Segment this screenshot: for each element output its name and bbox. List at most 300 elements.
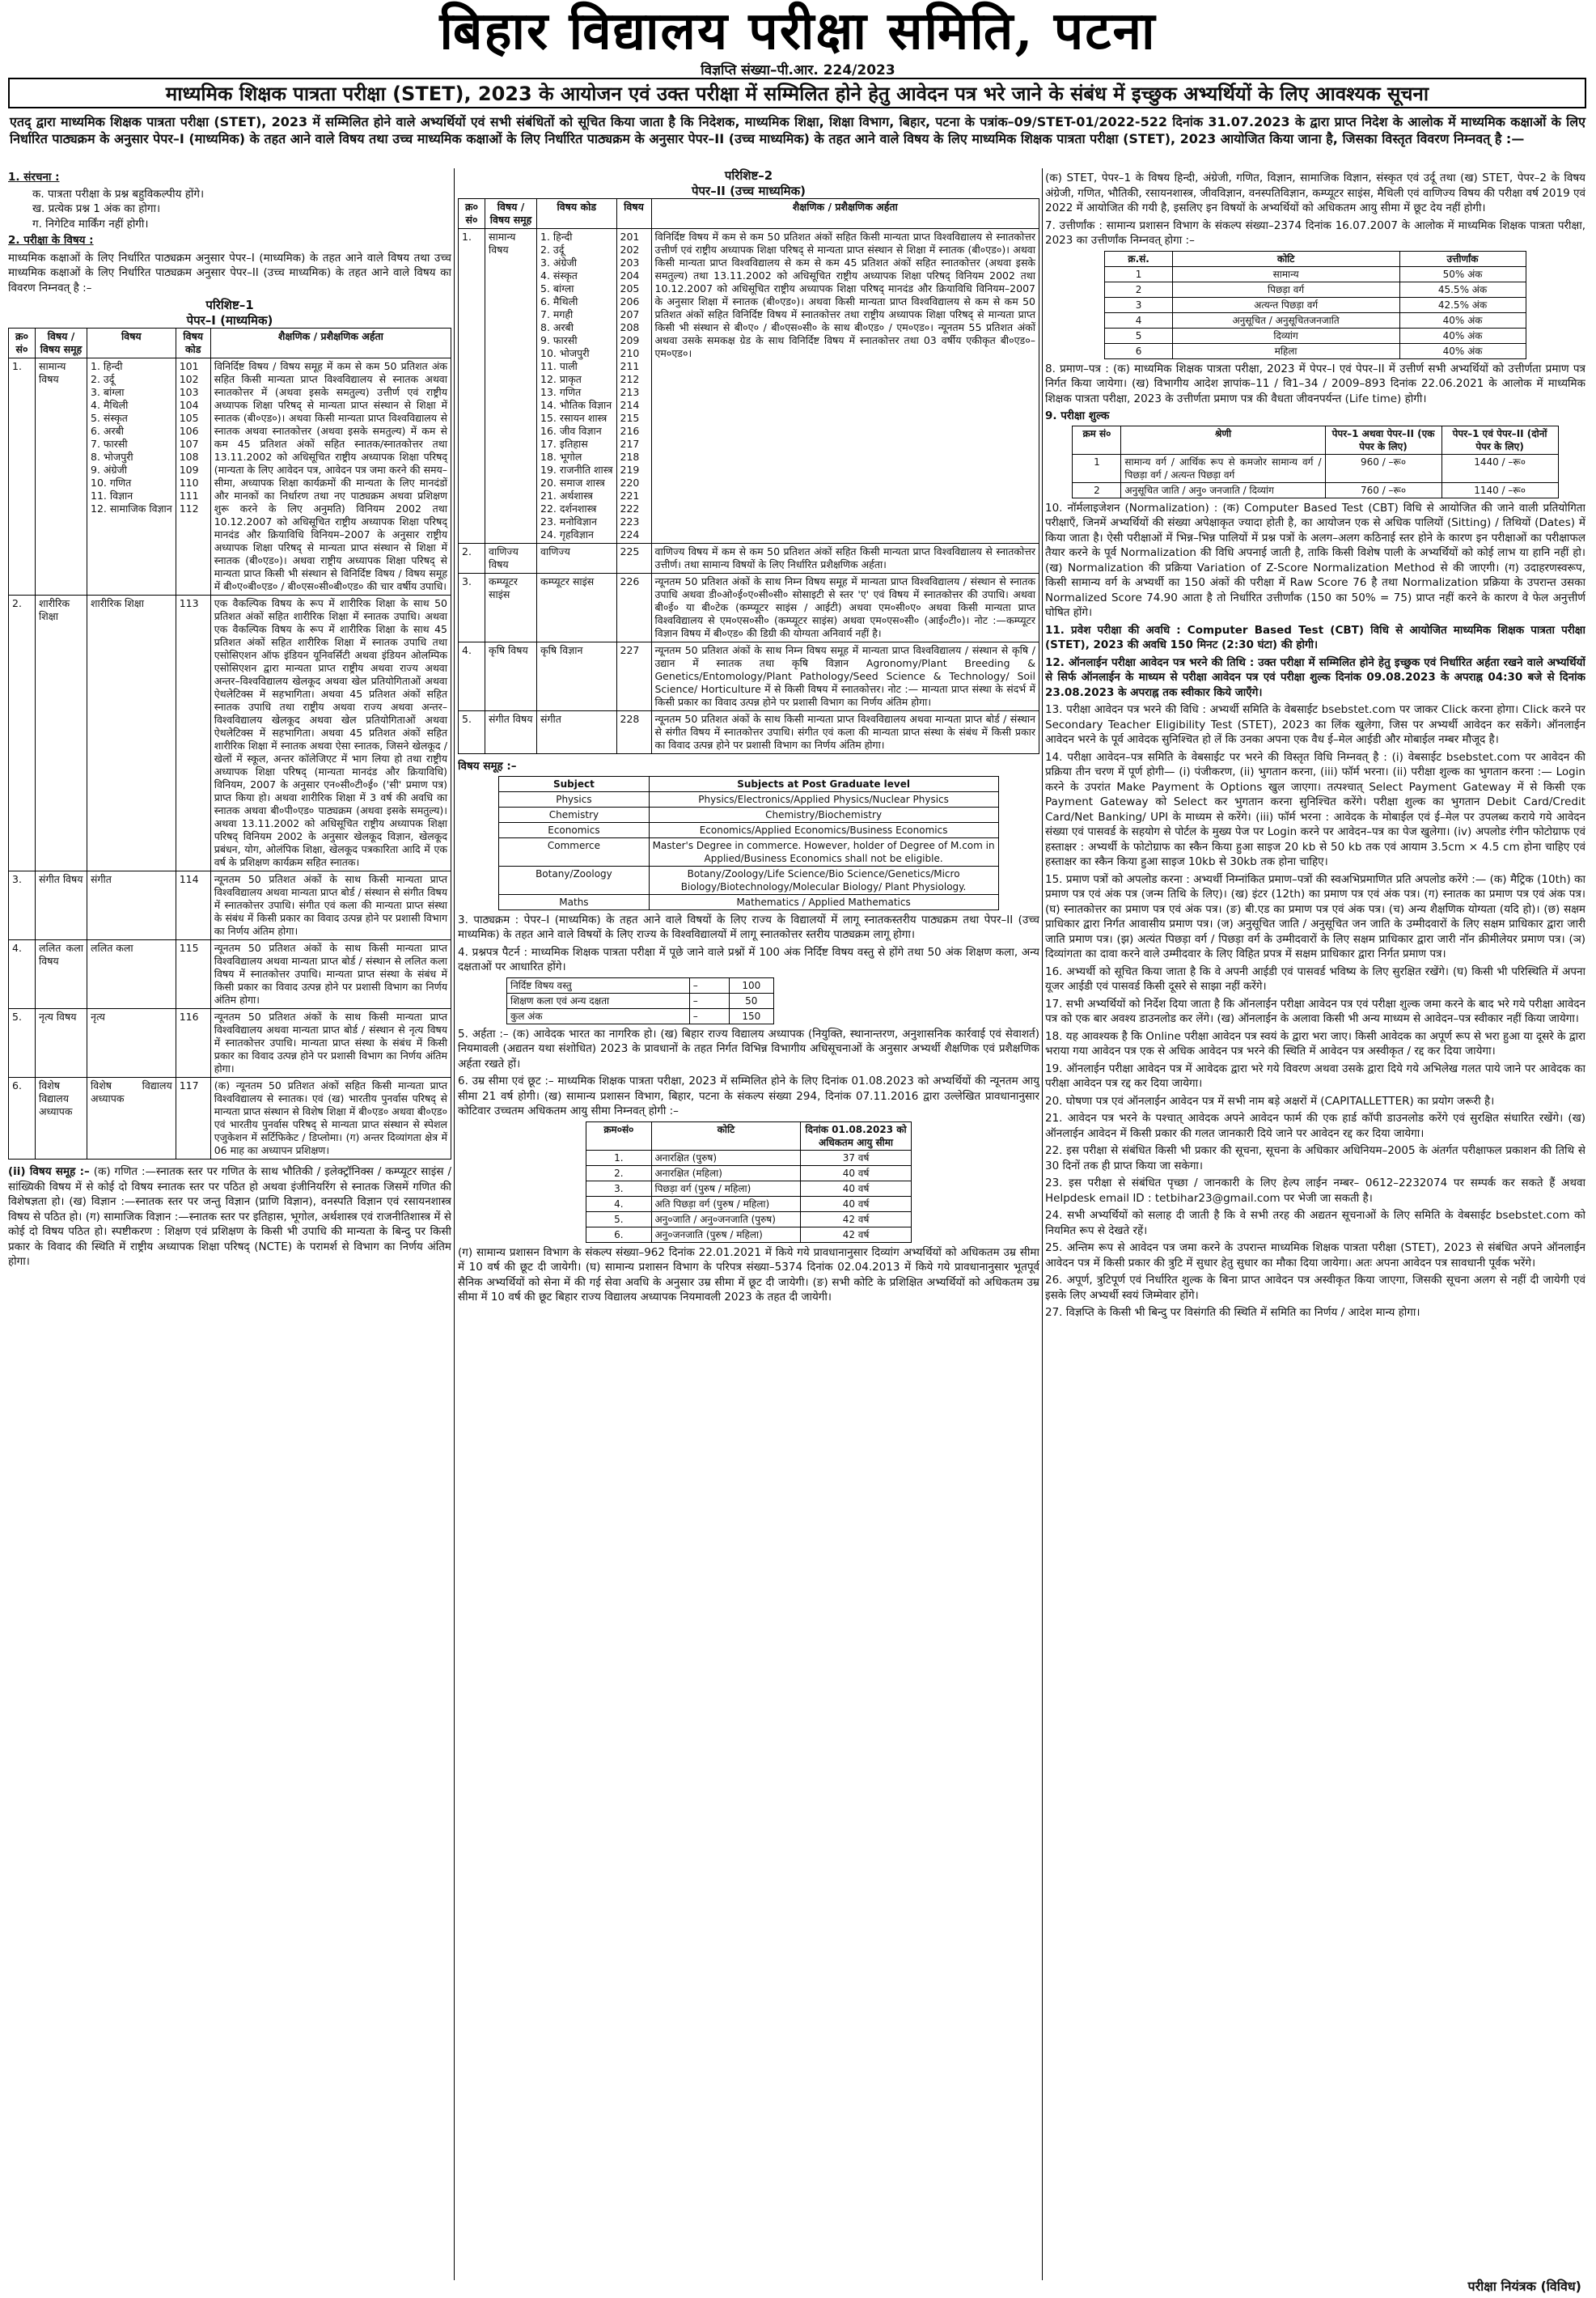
- subject-name: 11. पाली: [540, 360, 578, 372]
- row-group: शारीरिक शिक्षा: [36, 596, 87, 871]
- pass-marks-table: [1104, 251, 1526, 359]
- table-row: शिक्षण कला एवं अन्य दक्षता – 50: [507, 993, 774, 1008]
- row-codes: 227: [616, 642, 651, 711]
- subject-code: 104: [179, 399, 199, 411]
- section-16: 16. अभ्यर्थी को सूचित किया जाता है कि वे अपनी आईडी एवं पासवर्ड भविष्य के लिए सुरक्षित रखेंगे। (घ) किसी भी परिस्थिति में अपना यूजर आईडी एवं पासवर्ड किसी दूसरे से साझा नहीं करेंगे।: [1045, 965, 1585, 993]
- cell: 1.: [586, 1150, 651, 1165]
- cell: 40 वर्ष: [801, 1165, 912, 1181]
- subject-name: 9. फारसी: [540, 334, 578, 346]
- cell: अत्यन्त पिछड़ा वर्ग: [1172, 297, 1399, 312]
- section-25: 25. अन्तिम रूप से आवेदन पत्र जमा करने के उपरान्त माध्यमिक शिक्षक पात्रता परीक्षा (STET), 2023 से संबंधित अपने ऑनलाईन आवेदन पत्र में किसी प्रकार की त्रुटि में सुधार हेतु सुधार का मौका दिया जायेगा। अतः अपना आवेदन पत्र सावधानी पूर्वक भरेंगे।: [1045, 1241, 1585, 1270]
- section-helpline: 23. इस परीक्षा से संबंधित पृच्छा / जानकारी के लिए हेल्प लाईन नम्बर– 0612–2232074 पर सम्पर्क कर सकते हैं अथवा Helpdesk email ID : tetbihar23@gmail.com पर भेजी जा सकती है।: [1045, 1177, 1585, 1205]
- cell: अनुसूचित / अनुसूचितजनजाति: [1172, 312, 1399, 328]
- table-row: [9, 940, 451, 1009]
- subject-code: 220: [620, 477, 640, 489]
- subject-name: 16. जीव विज्ञान: [540, 425, 602, 437]
- cell: 42 वर्ष: [801, 1227, 912, 1242]
- subject-code: 219: [620, 464, 640, 476]
- organization-title: बिहार विद्यालय परीक्षा समिति, पटना: [439, 0, 1157, 61]
- subject-code: 110: [179, 477, 199, 489]
- row-qualification: न्यूनतम 50 प्रतिशत अंकों के साथ किसी मान्यता प्राप्त विश्वविद्यालय अथवा मान्यता प्राप्त बोर्ड / संस्थान से नृत्य विषय में स्नातकोत्तर उपाधि। मान्यता प्राप्त संस्था के संबंध में किसी प्रकार का विवाद उत्पन्न होने पर प्रशासी विभाग का निर्णय अंतिम होगा।: [210, 1009, 451, 1078]
- cell: 1: [1105, 266, 1172, 282]
- cell: अनारक्षित (महिला): [651, 1165, 801, 1181]
- subject-name: 1. हिन्दी: [540, 231, 573, 243]
- subject-name: 12. प्राकृत: [540, 373, 582, 385]
- notes-title: (ii) विषय समूह :–: [8, 1165, 90, 1178]
- table-header: पेपर–1 एवं पेपर–II (दोनों पेपर के लिए): [1441, 426, 1558, 454]
- row-qualification: विनिर्दिष्ट विषय / विषय समूह में कम से कम 50 प्रतिशत अंक सहित किसी मान्यता प्राप्त विश्वविद्यालय से स्नातक अथवा स्नातकोत्तर में (अथवा इसके समतुल्य) उत्तीर्ण एवं राष्ट्रीय अध्यापक शिक्षा परिषद् से मान्यता प्राप्त संस्थान से शिक्षा में स्नातक (बी०एड०)। अथवा किसी मान्यता प्राप्त विश्वविद्यालय से स्नातक अथवा स्नातकोत्तर (अथवा इसके समतुल्य) में कम से कम 45 प्रतिशत अंकों सहित स्नातक/स्नातकोत्तर तथा 13.11.2002 को अधिसूचित राष्ट्रीय अध्यापक शिक्षा परिषद् (मान्यता के लिए आवेदन पत्र, आवेदन पत्र जमा करने की समय–सीमा, अध्यापक शिक्षा कार्यक्रमों की मान्यता के लिए मानदंडों और मानकों का निर्धारण तथा नए पाठ्यक्रम अथवा प्रशिक्षण शुरू करने के लिए अनुमति) विनियम 2002 तथा 10.12.2007 को अधिसूचित राष्ट्रीय अध्यापक शिक्षा परिषद् मानदंड और क्रियाविधि विनियम–2007 के अनुसार राष्ट्रीय अध्यापक शिक्षा परिषद् से मान्यता प्राप्त संस्थान से शिक्षा में स्नातक (बी०एड०)। अथवा राष्ट्रीय अध्यापक शिक्षा परिषद् से मान्यता प्राप्त किसी भी संस्थान से विनिर्दिष्ट विषय / विषय समूह में बी०ए०बी०एड० / बी०एस०सी०बी०एड० की चार वर्षीय उपाधि।: [210, 358, 451, 596]
- row-qualification: न्यूनतम 50 प्रतिशत अंकों के साथ किसी मान्यता प्राप्त विश्वविद्यालय अथवा मान्यता प्राप्त बोर्ड / संस्थान से ललित कला विषय में स्नातकोत्तर उपाधि। मान्यता प्राप्त संस्था के संबंध में किसी प्रकार का विवाद उत्पन्न होने पर प्रशासी विभाग का निर्णय अंतिम होगा।: [210, 940, 451, 1009]
- section-paper-pattern: 4. प्रश्नपत्र पैटर्न : माध्यमिक शिक्षक पात्रता परीक्षा में पूछे जाने वाले प्रश्नों में 100 अंक निर्दिष्ट विषय वस्तु से होंगे तथा 50 अंक शिक्षण कला, अन्य दक्षताओं पर आधारित होंगे।: [458, 945, 1039, 973]
- subject-name: 10. गणित: [91, 477, 132, 489]
- table-header: विषय कोड: [176, 329, 210, 358]
- subject-name: 9. अंग्रेजी: [91, 464, 128, 476]
- cell: Economics/Applied Economics/Business Economics: [649, 822, 998, 837]
- cell: 45.5% अंक: [1399, 282, 1526, 297]
- subject-code: 112: [179, 502, 199, 515]
- subject-code: 106: [179, 425, 199, 437]
- row-qualification: वाणिज्य विषय में कम से कम 50 प्रतिशत अंकों सहित किसी मान्यता प्राप्त विश्वविद्यालय से स्नातकोत्तर उत्तीर्ण। तथा सामान्य विषयों के लिए निर्धारित प्रशैक्षणिक अर्हता।: [651, 544, 1039, 574]
- section-exam-duration: 11. प्रवेश परीक्षा की अवधि : Computer Based Test (CBT) विधि से आयोजित माध्यमिक शिक्षक पात्रता परीक्षा (STET), 2023 की अवधि 150 मिनट (2:30 घंटा) की होगी।: [1045, 623, 1585, 651]
- subject-name: 4. संस्कृत: [540, 269, 578, 282]
- annex-title: परिशिष्ट–2: [724, 168, 773, 183]
- table-row: [499, 822, 998, 837]
- subject-code: 109: [179, 464, 199, 476]
- row-codes: 113: [176, 596, 210, 871]
- table-header: कोटि: [651, 1121, 801, 1150]
- row-sn: 5.: [9, 1009, 36, 1078]
- subject-name: 10. भोजपुरी: [540, 347, 590, 359]
- subject-name: 1. हिन्दी: [91, 360, 123, 372]
- cell: Chemistry: [499, 807, 649, 822]
- cell: Maths: [499, 894, 649, 909]
- notes-block: [8, 1164, 451, 1270]
- table-header: क्र० सं०: [459, 199, 485, 229]
- subject-code: 101: [179, 360, 199, 372]
- row-group: कम्प्यूटर साइंस: [485, 574, 537, 642]
- cell: 40 वर्ष: [801, 1181, 912, 1196]
- row-qualification: एक वैकल्पिक विषय के रूप में शारीरिक शिक्षा के साथ 50 प्रतिशत अंकों सहित शारीरिक शिक्षा में स्नातक उपाधि। अथवा एक वैकल्पिक विषय के रूप में शारीरिक शिक्षा के साथ 45 प्रतिशत अंकों सहित शारीरिक शिक्षा में स्नातक उपाधि तथा एसोसिएशन ऑफ इंडियन यूनिवर्सिटी अथवा इंडियन ओलम्पिक एसोसिएशन द्वारा मान्यता प्राप्त राष्ट्रीय अथवा राज्य अथवा अन्तर–विश्वविद्यालय खेलकूद अथवा खेल प्रतियोगिताओं अथवा ऐथलेटिक्स में सहभागिता। अथवा 45 प्रतिशत अंकों सहित स्नातक उपाधि तथा राष्ट्रीय अथवा राज्य अथवा अन्तर–विश्वविद्यालय खेलकूद अथवा खेल प्रतियोगिताओं अथवा ऐथलेटिक्स में सहभागिता। अथवा 45 प्रतिशत अंकों सहित शारीरिक शिक्षा में स्नातक अथवा ऐसा स्नातक, जिसने खेलकूद / खेलों में स्कूल, अन्तर कॉलेजिएट में भाग लिया हो तथा राष्ट्रीय अध्यापक शिक्षा परिषद् (मान्यता मानदंड और क्रियाविधि) विनियम, 2007 के अनुसार एन०सी०टी०ई० ('सी' प्रमाण पत्र) प्राप्त किया हो। अथवा शारीरिक शिक्षा में 3 वर्ष की अवधि का स्नातक अथवा बी०पी०एड० पाठ्यक्रम (अथवा इसके समतुल्य)। अथवा 13.11.2002 को अधिसूचित राष्ट्रीय अध्यापक शिक्षा परिषद् विनियम 2002 के अनुसार खेलकूद विज्ञान, खेलकूद प्रबंधन, योग, ओलंपिक शिक्षा, खेलकूद पत्रकारिता आदि में एक वर्ष के प्रशिक्षण कार्यक्रम सहित स्नातक।: [210, 596, 451, 871]
- subject-code: 210: [620, 347, 640, 359]
- subject-code: 203: [620, 257, 640, 269]
- row-group: संगीत विषय: [485, 711, 537, 754]
- subject-code: 102: [179, 373, 199, 385]
- notice-headline: माध्यमिक शिक्षक पात्रता परीक्षा (STET), 2023 के आयोजन एवं उक्त परीक्षा में सम्मिलित होने हेतु आवेदन पत्र भरे जाने के संबंध में इच्छुक अभ्यर्थियों के लिए आवश्यक सूचना: [8, 78, 1586, 108]
- section-26: 26. अपूर्ण, त्रुटिपूर्ण एवं निर्धारित शुल्क के बिना प्राप्त आवेदन पत्र अस्वीकृत किया जाएगा, जिसकी सूचना अलग से नहीं दी जायेगी एवं इसके लिए अभ्यर्थी स्वयं जिम्मेवार होंगे।: [1045, 1274, 1585, 1302]
- subject-code: 205: [620, 282, 640, 295]
- row-group: वाणिज्य विषय: [485, 544, 537, 574]
- table-row: [1105, 343, 1526, 358]
- subject-name: 7. मगही: [540, 308, 574, 320]
- row-qualification: न्यूनतम 50 प्रतिशत अंकों के साथ निम्न विषय समूह में मान्यता प्राप्त विश्वविद्यालय / संस्थान से कृषि / उद्यान में स्नातक तथा कृषि विज्ञान Agronomy/Plant Breeding & Genetics/Entomology/Plant Pathology/Seed Science & Technology/ Soil Science/ Horticulture में से किसी विषय में स्नातकोत्तर। नोट :— मान्यता प्राप्त संस्था के संदर्भ में किसी प्रकार का विवाद उत्पन्न होने पर प्रशासी विभाग का निर्णय अंतिम होगा।: [651, 642, 1039, 711]
- subject-name: 2. उर्दू: [540, 244, 565, 256]
- cell: 2: [1073, 482, 1121, 498]
- table-header: विषय कोड: [537, 199, 617, 229]
- row-qualification: न्यूनतम 50 प्रतिशत अंकों के साथ किसी मान्यता प्राप्त विश्वविद्यालय अथवा मान्यता प्राप्त बोर्ड / संस्थान से संगीत विषय में स्नातकोत्तर उपाधि। संगीत एवं कला की मान्यता प्राप्त संस्था के संबंध में किसी प्रकार का विवाद उत्पन्न होने पर प्रशासी विभाग का निर्णय अंतिम होगा।: [651, 711, 1039, 754]
- table-header: विषय / विषय समूह: [485, 199, 537, 229]
- subject-name: 11. विज्ञान: [91, 490, 133, 502]
- subject-code: 224: [620, 528, 640, 541]
- cell: 42 वर्ष: [801, 1211, 912, 1227]
- annex-subtitle: पेपर–I (माध्यमिक): [186, 312, 273, 328]
- table-row: [9, 1009, 451, 1078]
- cell: 40% अंक: [1399, 328, 1526, 343]
- cell: 5: [1105, 328, 1172, 343]
- row-codes: 116: [176, 1009, 210, 1078]
- cell: अनुसूचित जाति / अनु० जनजाति / दिव्यांग: [1121, 482, 1325, 498]
- section-title: 2. परीक्षा के विषय :: [8, 234, 94, 247]
- cell: 40% अंक: [1399, 312, 1526, 328]
- cell: 4: [1105, 312, 1172, 328]
- row-group: नृत्य विषय: [36, 1009, 87, 1078]
- table-row: [1105, 328, 1526, 343]
- table-row: [1073, 482, 1558, 498]
- row-sn: 4.: [9, 940, 36, 1009]
- table-row: [499, 791, 998, 807]
- section-title: 1. संरचना :: [8, 171, 60, 184]
- row-subjects: नृत्य: [87, 1009, 176, 1078]
- cell: 1: [1073, 454, 1121, 482]
- section-documents: 15. प्रमाण पत्रों को अपलोड करना : अभ्यर्थी निम्नांकित प्रमाण–पत्रों की स्वअभिप्रमाणित प्रति अपलोड करेंगे :— (क) मैट्रिक (10th) का प्रमाण पत्र एवं अंक पत्र (जन्म तिथि के लिए)। (ख) इंटर (12th) का प्रमाण पत्र एवं अंक पत्र। (ग) स्नातक का प्रमाण पत्र एवं अंक पत्र। (घ) स्नातकोत्तर का प्रमाण पत्र एवं अंक पत्र। (ङ) बी.एड का प्रमाण पत्र एवं अंक पत्र। (च) अन्य शैक्षणिक योग्यता (यदि हो)। (छ) सक्षम प्राधिकार द्वारा निर्गत आवासीय प्रमाण पत्र। (ज) अनुसूचित जाति / अनुसूचित जन जाति के उम्मीदवारों के लिए सक्षम प्राधिकार द्वारा जारी जाति प्रमाण पत्र। (झ) अत्यंत पिछड़ा वर्ग / पिछड़ा वर्ग के उम्मीदवारों के लिए सक्षम प्राधिकार द्वारा जारी नॉन क्रीमीलेयर प्रमाण पत्र। (ञ) दिव्यांगता का दावा करने वाले उम्मीदवार के लिए विहित प्रपत्र में सक्षम प्राधिकार द्वारा निर्गत प्रमाण पत्र।: [1045, 872, 1585, 960]
- table-row: निर्दिष्ट विषय वस्तु – 100: [507, 977, 774, 993]
- cell: कुल अंक: [507, 1008, 690, 1024]
- cell: 42.5% अंक: [1399, 297, 1526, 312]
- cell: दिव्यांग: [1172, 328, 1399, 343]
- row-codes: [616, 229, 651, 544]
- row-codes: 115: [176, 940, 210, 1009]
- row-sn: 4.: [459, 642, 485, 711]
- cell: 3.: [586, 1181, 651, 1196]
- cell: Chemistry/Biochemistry: [649, 807, 998, 822]
- cell: Mathematics / Applied Mathematics: [649, 894, 998, 909]
- paper1-table: [8, 328, 451, 1160]
- table-row: [586, 1196, 912, 1211]
- subject-name: 2. उर्दू: [91, 373, 115, 385]
- column-divider: [454, 168, 455, 2280]
- table-row: [1105, 297, 1526, 312]
- cell: 3: [1105, 297, 1172, 312]
- table-header: Subject: [499, 776, 649, 791]
- cell: 150: [729, 1008, 773, 1024]
- subject-name: 18. भूगोल: [540, 451, 582, 463]
- table-row: [1073, 454, 1558, 482]
- cell: Botany/Zoology/Life Science/Bio Science/Genetics/Micro Biology/Biotechnology/Molecular Biology/ Plant Physiology.: [649, 866, 998, 894]
- subject-code: 209: [620, 334, 640, 346]
- cell: 50% अंक: [1399, 266, 1526, 282]
- section-application-method: 13. परीक्षा आवेदन पत्र भरने की विधि : अभ्यर्थी समिति के वेबसाईट bsebstet.com पर जाकर Click करना होगा। Click करने पर Secondary Teacher Eligibility Test (STET), 2023 का लिंक खुलेगा, जिस पर अभ्यर्थी आवेदन कर सकेंगे। ऑनलाईन आवेदन भरने के पूर्व आवेदक सुनिश्चित हो लें कि उनका अपना एक वैध ई–मेल आईडी और मोबाईल नम्बर मौजूद है।: [1045, 703, 1585, 746]
- table-header: क्रम सं०: [1073, 426, 1121, 454]
- row-codes: 228: [616, 711, 651, 754]
- signature-line: परीक्षा नियंत्रक (विविध): [1467, 2279, 1581, 2294]
- row-group: कृषि विषय: [485, 642, 537, 711]
- row-codes: 225: [616, 544, 651, 574]
- subject-code: 107: [179, 438, 199, 450]
- cell: अति पिछड़ा वर्ग (पुरुष / महिला): [651, 1196, 801, 1211]
- subject-name: 8. अरबी: [540, 321, 574, 333]
- subject-name: 3. अंग्रेजी: [540, 257, 578, 269]
- table-row: [586, 1165, 912, 1181]
- cell: पिछड़ा वर्ग (पुरुष / महिला): [651, 1181, 801, 1196]
- section-eligibility: 5. अर्हता :– (क) आवेदक भारत का नागरिक हो। (ख) बिहार राज्य विद्यालय अध्यापक (नियुक्ति, स्थानान्तरण, अनुशासनिक कार्रवाई एवं सेवाशर्त) नियमावली (अद्यतन यथा संशोधित) 2023 के प्रावधानों के तहत निर्गत विभिन्न विभागीय अधिसूचनाओं के अनुसार अभ्यर्थी शैक्षणिक एवं प्रशैक्षणिक अर्हता रखते हों।: [458, 1027, 1039, 1071]
- subject-name: 20. समाज शास्त्र: [540, 477, 605, 489]
- section-21: 21. आवेदन पत्र भरने के पश्चात् आवेदक अपने आवेदन फार्म की एक हार्ड कॉपी डाउनलोड करेंगे एवं सुरक्षित संधारित रखेंगे। (ख) ऑनलाईन आवेदन में किसी प्रकार की गलत जानकारी दिये जाने पर आवेदन रद्द कर दिया जायेगा।: [1045, 1112, 1585, 1140]
- subject-code: 214: [620, 399, 640, 411]
- table-header: विषय: [616, 199, 651, 229]
- table-header: शैक्षणिक / प्रशैक्षणिक अर्हता: [651, 199, 1039, 229]
- table-header: विषय: [87, 329, 176, 358]
- table-row: [459, 711, 1039, 754]
- table-row: [9, 1078, 451, 1160]
- list-item: ख. प्रत्येक प्रश्न 1 अंक का होगा।: [32, 202, 161, 215]
- table-row: [586, 1150, 912, 1165]
- annex-subtitle: पेपर–II (उच्च माध्यमिक): [692, 183, 806, 198]
- row-codes: 117: [176, 1078, 210, 1160]
- column-divider: [1042, 168, 1043, 2280]
- table-header: क्र.सं.: [1105, 251, 1172, 266]
- row-subjects: शारीरिक शिक्षा: [87, 596, 176, 871]
- subject-name: 24. गृहविज्ञान: [540, 528, 594, 541]
- subject-code: 211: [620, 360, 640, 372]
- cell: 100: [729, 977, 773, 993]
- table-row: [499, 807, 998, 822]
- cell: Master's Degree in commerce. However, holder of Degree of M.com in Applied/Business Economics shall not be eligible.: [649, 837, 998, 866]
- section-normalization: 10. नॉर्मलाइजेशन (Normalization) : (क) Computer Based Test (CBT) विधि से आयोजित की जाने वाली प्रतियोगिता परीक्षाएँ, जिनमें अभ्यर्थियों की संख्या अपेक्षाकृत ज्यादा होती है, का आयोजन एक से अधिक पालियों (Sitting) / तिथियों (Dates) में किया जाता है। ऐसी परीक्षाओं में भिन्न–भिन्न पालियों में प्रश्न पत्रों के अलग–अलग कठिनाई स्तर होने के कारण इन परीक्षाओं का परीक्षाफल तैयार करने के पूर्व Normalization की विधि अपनाई जाती है, ताकि किसी विशेष पाली के अभ्यर्थियों को कोई लाभ या हानि नहीं हो। (ख) Normalization की प्रक्रिया Variation of Z-Score Normalization Method से की जाएगी। (ग) उदाहरणस्वरूप, किसी सामान्य वर्ग के अभ्यर्थी का 150 अंकों की परीक्षा में Raw Score 76 है तथा Normalization प्रक्रिया के उपरान्त उसका Normalized Score 74.90 आता है तो निर्धारित उत्तीर्णांक (150 का 50% = 75) प्राप्त नहीं करने के कारण वे फेल अनुत्तीर्ण घोषित होंगे।: [1045, 501, 1585, 619]
- subject-name: 14. भौतिक विज्ञान: [540, 399, 612, 411]
- table-row: [1105, 312, 1526, 328]
- table-row: [499, 894, 998, 909]
- column-left: [8, 168, 451, 2280]
- row-sn: 5.: [459, 711, 485, 754]
- table-row: [9, 596, 451, 871]
- cell: Economics: [499, 822, 649, 837]
- cell: निर्दिष्ट विषय वस्तु: [507, 977, 690, 993]
- subject-name: 17. इतिहास: [540, 438, 588, 450]
- cell: अनारक्षित (पुरुष): [651, 1150, 801, 1165]
- row-group: सामान्य विषय: [485, 229, 537, 544]
- cell: 4.: [586, 1196, 651, 1211]
- row-subjects: संगीत: [537, 711, 617, 754]
- row-sn: 6.: [9, 1078, 36, 1160]
- table-row: [586, 1211, 912, 1227]
- table-header: क्रम०सं०: [586, 1121, 651, 1150]
- table-row: [459, 544, 1039, 574]
- subject-name: 15. रसायन शास्त्र: [540, 412, 607, 424]
- section-20: 20. घोषणा पत्र एवं ऑनलाईन आवेदन पत्र में सभी नाम बड़े अक्षरों में (CAPITALLETTER) का प्रयोग जरूरी है।: [1045, 1094, 1495, 1108]
- section-17: 17. सभी अभ्यर्थियों को निर्देश दिया जाता है कि ऑनलाईन परीक्षा आवेदन पत्र एवं परीक्षा शुल्क जमा करने के बाद भरे गये परीक्षा आवेदन पत्र को एक बार अवश्य डाउनलोड कर लेंगे। (ख) ऑनलाईन के अलावा किसी भी अन्य माध्यम से आवेदन–पत्र स्वीकार नहीं किया जायेगा।: [1045, 997, 1585, 1025]
- structure-list: [8, 187, 451, 232]
- subject-code: 213: [620, 386, 640, 398]
- subject-code: 222: [620, 502, 640, 515]
- pg-subject-table: [498, 776, 998, 910]
- section-18: 18. यह आवश्यक है कि Online परीक्षा आवेदन पत्र स्वयं के द्वारा भरा जाए। किसी आवेदक का अपूर्ण रूप से भरा हुआ या दूसरे के द्वारा भराया गया आवेदन पत्र एक से अधिक आवेदन पत्र भरने की स्थिति में आवेदन पत्र अस्वीकृत / रद्द कर दिया जायेगा।: [1045, 1029, 1585, 1058]
- column-right: [1045, 168, 1585, 2280]
- row-subjects: संगीत: [87, 871, 176, 940]
- row-subjects: [537, 229, 617, 544]
- subject-code: 212: [620, 373, 640, 385]
- subject-code: 223: [620, 515, 640, 528]
- table-row: [459, 642, 1039, 711]
- table-header: उत्तीर्णांक: [1399, 251, 1526, 266]
- row-codes: 114: [176, 871, 210, 940]
- row-subjects: [87, 358, 176, 596]
- notice-number: विज्ञप्ति संख्या–पी.आर. 224/2023: [701, 62, 895, 78]
- fee-table: [1072, 426, 1558, 498]
- subject-code: 204: [620, 269, 640, 282]
- cell: Physics: [499, 791, 649, 807]
- row-subjects: ललित कला: [87, 940, 176, 1009]
- cell: 760 / –रू०: [1325, 482, 1441, 498]
- subject-name: 12. सामाजिक विज्ञान: [91, 502, 172, 515]
- subject-code: 206: [620, 295, 640, 307]
- section-syllabus: 3. पाठ्यक्रम : पेपर–I (माध्यमिक) के तहत आने वाले विषयों के लिए राज्य के विद्यालयों में लागू स्नातकस्तरीय पाठ्यक्रम तथा पेपर–II (उच्च माध्यमिक) के तहत आने वाले विषयों के लिए राज्य के विश्वविद्यालयों में लागू स्नातकोत्तर स्तरीय पाठ्यक्रम लागू होगा।: [458, 913, 1039, 941]
- cell: Botany/Zoology: [499, 866, 649, 894]
- row-group: संगीत विषय: [36, 871, 87, 940]
- subject-name: 21. अर्थशास्त्र: [540, 490, 593, 502]
- section-22: 22. इस परीक्षा से संबंधित किसी भी प्रकार की सूचना, सूचना के अधिकार अधिनियम–2005 के अंतर्गत परीक्षाफल प्रकाशन की तिथि से 30 दिनों तक ही प्राप्त किया जा सकेगा।: [1045, 1144, 1585, 1172]
- notes-text: (क) गणित :—स्नातक स्तर पर गणित के साथ भौतिकी / इलेक्ट्रॉनिक्स / कम्प्यूटर साइंस / सांख्यिकी विषय में से कोई दो विषय स्नातक स्तर पर पठित हो अथवा इंजीनियरिंग से स्नातक जिसमें गणित की विशेषज्ञता हो। (ख) विज्ञान :—स्नातक स्तर पर जन्तु विज्ञान (प्राणि विज्ञान), वनस्पति विज्ञान एवं रसायनशास्त्र विषय से पठित हो। (ग) सामाजिक विज्ञान :—स्नातक स्तर पर इतिहास, भूगोल, अर्थशास्त्र एवं राजनीतिशास्त्र में से कोई दो विषय पठित हो। स्पष्टीकरण : शिक्षण एवं प्रशिक्षण के किसी भी उपाधि की मान्यता के बिन्दु पर किसी प्रकार के विवाद की स्थिति में राष्ट्रीय अध्यापक शिक्षा परिषद् (NCTE) के परामर्श से विभाग का निर्णय अंतिम होगा।: [8, 1165, 451, 1268]
- row-sn: 1.: [459, 229, 485, 544]
- subject-name: 5. संस्कृत: [91, 412, 128, 424]
- table-header: क्र० सं०: [9, 329, 36, 358]
- row-qualification: न्यूनतम 50 प्रतिशत अंकों के साथ निम्न विषय समूह में मान्यता प्राप्त विश्वविद्यालय / संस्थान से स्नातक उपाधि अथवा डी०ओ०ई०ए०सी०सी० सोसाइटी से स्तर 'ए' एवं विषय में स्नातकोत्तर की उपाधि। अथवा बी०ई० या बी०टेक (कम्प्यूटर साइंस / आईटी) अथवा एम०सी०ए० अथवा किसी मान्यता प्राप्त विश्वविद्यालय से एम०एस०सी० (कम्प्यूटर साइंस) अथवा एम०एस०सी० (आई०टी०)। नोट :—कम्प्यूटर विज्ञान विषय में बी०एड० की डिग्री की योग्यता अनिवार्य नहीं है।: [651, 574, 1039, 642]
- subject-code: 217: [620, 438, 640, 450]
- subject-code: 215: [620, 412, 640, 424]
- row-subjects: वाणिज्य: [537, 544, 617, 574]
- row-qualification: विनिर्दिष्ट विषय में कम से कम 50 प्रतिशत अंकों सहित किसी मान्यता प्राप्त विश्वविद्यालय से स्नातकोत्तर उत्तीर्ण एवं राष्ट्रीय अध्यापक शिक्षा परिषद् से मान्यता प्राप्त संस्थान से शिक्षा में स्नातक (बी०एड०)। अथवा किसी मान्यता प्राप्त विश्वविद्यालय से कम से कम 45 प्रतिशत अंकों सहित स्नातकोत्तर (अथवा इसके समतुल्य) तथा 13.11.2002 को अधिसूचित राष्ट्रीय अध्यापक शिक्षा परिषद् विनियम 2002 तथा 10.12.2007 को अधिसूचित राष्ट्रीय अध्यापक शिक्षा परिषद् मानदंड और क्रियाविधि विनियम–2007 के अनुसार शिक्षा में स्नातक (बी०एड०)। अथवा किसी मान्यता प्राप्त विश्वविद्यालय से कम से कम 50 प्रतिशत अंकों सहित विनिर्दिष्ट विषय में स्नातकोत्तर तथा राष्ट्रीय अध्यापक शिक्षा परिषद् से मान्यता प्राप्त किसी भी संस्थान से बी०ए० / बी०एस०सी० के साथ बी०एड० / एम०एड०। न्यूनतम 55 प्रतिशत अंकों अथवा उसके समकक्ष ग्रेड के साथ विनिर्दिष्ट विषय में स्नातकोत्तर तथा 03 वर्षीय एकीकृत बी०एड०–एम०एड०।: [651, 229, 1039, 544]
- subject-name: 22. दर्शनशास्त्र: [540, 502, 597, 515]
- cell: सामान्य वर्ग / आर्थिक रूप से कमजोर सामान्य वर्ग / पिछड़ा वर्ग / अत्यन्त पिछड़ा वर्ग: [1121, 454, 1325, 482]
- section-title: 9. परीक्षा शुल्क: [1045, 409, 1110, 422]
- subject-name: 6. अरबी: [91, 425, 124, 437]
- subject-name: 4. मैथिली: [91, 399, 129, 411]
- row-subjects: कृषि विज्ञान: [537, 642, 617, 711]
- cell: Physics/Electronics/Applied Physics/Nuclear Physics: [649, 791, 998, 807]
- subject-name: 13. गणित: [540, 386, 582, 398]
- table-row: [9, 871, 451, 940]
- section-application-date: 12. ऑनलाईन परीक्षा आवेदन पत्र भरने की तिथि : उक्त परीक्षा में सम्मिलित होने हेतु इच्छुक एवं निर्धारित अर्हता रखने वाले अभ्यर्थियों से सिर्फ ऑनलाईन के माध्यम से परीक्षा आवेदन पत्र एवं परीक्षा शुल्क दिनांक 09.08.2023 के अपराह्न 04:30 बजे से दिनांक 23.08.2023 के अपराह्न तक स्वीकार किये जाएँगे।: [1045, 655, 1585, 699]
- table-row: [499, 837, 998, 866]
- list-item: ग. निगेटिव मार्किंग नहीं होगी।: [32, 217, 149, 231]
- annex-title: परिशिष्ट–1: [205, 298, 254, 312]
- intro-paragraph: एतद् द्वारा माध्यमिक शिक्षक पात्रता परीक्षा (STET), 2023 में सम्मिलित होने वाले अभ्यर्थियों एवं सभी संबंधितों को सूचित किया जाता है कि निदेशक, माध्यमिक शिक्षा, शिक्षा विभाग, बिहार, पटना के पत्रांक–09/STET-01/2022-522 दिनांक 31.07.2023 के द्वारा प्राप्त निदेश के आलोक में माध्यमिक कक्षाओं के लिए निर्धारित पाठ्यक्रम के अनुसार पेपर–I (माध्यमिक) के तहत आने वाले विषय तथा उच्च माध्यमिक कक्षाओं के लिए निर्धारित पाठ्यक्रम के अनुसार पेपर–II (उच्च माध्यमिक) के तहत आने वाले विषय के लिए माध्यमिक शिक्षक पात्रता परीक्षा (STET), 2023 आयोजित किया जाना है, जिसका विस्तृत विवरण निम्नवत् है :—: [10, 114, 1585, 146]
- section-19: 19. ऑनलाईन परीक्षा आवेदन पत्र में आवेदक द्वारा भरे गये विवरण अथवा उसके द्वारा दिये गये अभिलेख गलत पाये जाने पर आवेदक का परीक्षा आवेदन पत्र रद्द कर दिया जायेगा।: [1045, 1062, 1585, 1090]
- section-certificate: 8. प्रमाण–पत्र : (क) माध्यमिक शिक्षक पात्रता परीक्षा, 2023 में पेपर–I एवं पेपर–II में उत्तीर्ण सभी अभ्यर्थियों को उत्तीर्णता प्रमाण पत्र निर्गत किया जायेगा। (ख) विभागीय आदेश ज्ञापांक–11 / वि1–34 / 2009–893 दिनांक 22.06.2021 के आलोक में माध्यमिक शिक्षक पात्रता परीक्षा, 2023 के उत्तीर्णता प्रमाण पत्र की वैधता जीवनपर्यन्त (Life time) होगी।: [1045, 362, 1585, 405]
- table-header: विषय / विषय समूह: [36, 329, 87, 358]
- table-header: कोटि: [1172, 251, 1399, 266]
- cell: 960 / –रू०: [1325, 454, 1441, 482]
- subject-name: 23. मनोविज्ञान: [540, 515, 597, 528]
- subject-name: 3. बांग्ला: [91, 386, 125, 398]
- section-age-note: (ग) सामान्य प्रशासन विभाग के संकल्प संख्या–962 दिनांक 22.01.2021 में किये गये प्रावधानानुसार दिव्यांग अभ्यर्थियों को अधिकतम उम्र सीमा में 10 वर्ष की छूट दी जायेगी। (घ) सामान्य प्रशासन विभाग के परिपत्र संख्या–5374 दिनांक 02.04.2013 में किये गये प्रावधानानुसार भूतपूर्व सैनिक अभ्यर्थियों को सेना में की गई सेवा अवधि के अनुसार उम्र सीमा में छूट दी जायेगी। (ङ) सभी कोटि के प्रशिक्षित अभ्यर्थियों को अधिकतम उम्र सीमा में 10 वर्ष की छूट बिहार राज्य विद्यालय अध्यापक नियमावली 2023 के तहत दी जायेगी।: [458, 1245, 1039, 1304]
- top-note: (क) STET, पेपर–1 के विषय हिन्दी, अंग्रेजी, गणित, विज्ञान, सामाजिक विज्ञान, संस्कृत एवं उर्दू तथा (ख) STET, पेपर–2 के विषय अंग्रेजी, गणित, भौतिकी, रसायनशास्त्र, जीवविज्ञान, वनस्पतिविज्ञान, कम्प्यूटर साइंस, मैथिली एवं वाणिज्य विषय की परीक्षा वर्ष 2019 एवं 2022 में आयोजित की गयी है, इसलिए इन विषयों के अभ्यर्थियों को अधिकतम आयु सीमा में छूट देय नहीं होगी।: [1045, 172, 1585, 214]
- subject-code: 207: [620, 308, 640, 320]
- subject-name: 6. मैथिली: [540, 295, 578, 307]
- column-middle: [458, 168, 1039, 2280]
- table-row: [459, 574, 1039, 642]
- section-text: माध्यमिक कक्षाओं के लिए निर्धारित पाठ्यक्रम अनुसार पेपर–I (माध्यमिक) के तहत आने वाले विषय तथा उच्च माध्यमिक कक्षाओं के लिए निर्धारित पाठ्यक्रम अनुसार पेपर–II (उच्च माध्यमिक) के तहत आने वाले विषय का विवरण निम्नवत् है :–: [8, 251, 451, 295]
- row-qualification: (क) न्यूनतम 50 प्रतिशत अंकों सहित किसी मान्यता प्राप्त विश्वविद्यालय से स्नातक। एवं (ख) भारतीय पुनर्वास परिषद् से मान्यता प्राप्त संस्थान से विशेष शिक्षा में बी०एड० अथवा बी०एड० एवं भारतीय पुनर्वास परिषद् से मान्यता प्राप्त संस्थान से स्पेशल एजुकेशन में सर्टिफिकेट / डिप्लोमा। (ग) अन्तर दिव्यांगता क्षेत्र में 06 माह का अध्यापन प्रशिक्षण।: [210, 1078, 451, 1160]
- section-age-limit: 6. उम्र सीमा एवं छूट :– माध्यमिक शिक्षक पात्रता परीक्षा, 2023 में सम्मिलित होने के लिए दिनांक 01.08.2023 को अभ्यर्थियों की न्यूनतम आयु सीमा 21 वर्ष होगी। (ख) सामान्य प्रशासन विभाग, बिहार, पटना के संकल्प संख्या 294, दिनांक 07.11.2016 द्वारा उल्लेखित प्रावधानानुसार कोटिवार उच्चतम अधिकतम आयु सीमा निम्नवत् होगी :–: [458, 1075, 1039, 1117]
- paper2-table: [458, 198, 1039, 754]
- table-row: [9, 358, 451, 596]
- cell: 2.: [586, 1165, 651, 1181]
- marks-table: [506, 977, 774, 1024]
- row-sn: 2.: [9, 596, 36, 871]
- row-group: सामान्य विषय: [36, 358, 87, 596]
- cell: Commerce: [499, 837, 649, 866]
- subject-code: 103: [179, 386, 199, 398]
- subject-code: 208: [620, 321, 640, 333]
- table-row: [1105, 266, 1526, 282]
- table-header: पेपर–1 अथवा पेपर–II (एक पेपर के लिए): [1325, 426, 1441, 454]
- row-group: विशेष विद्यालय अध्यापक: [36, 1078, 87, 1160]
- cell: 37 वर्ष: [801, 1150, 912, 1165]
- table-row: [586, 1227, 912, 1242]
- subject-code: 111: [179, 490, 199, 502]
- table-row: [1105, 282, 1526, 297]
- table-row: कुल अंक – 150: [507, 1008, 774, 1024]
- cell: शिक्षण कला एवं अन्य दक्षता: [507, 993, 690, 1008]
- table-header: श्रेणी: [1121, 426, 1325, 454]
- table-header: शैक्षणिक / प्रशैक्षणिक अर्हता: [210, 329, 451, 358]
- cell: 6.: [586, 1227, 651, 1242]
- subject-code: 216: [620, 425, 640, 437]
- age-table: [586, 1121, 912, 1243]
- row-codes: 226: [616, 574, 651, 642]
- row-sn: 3.: [9, 871, 36, 940]
- subject-name: 19. राजनीति शास्त्र: [540, 464, 613, 476]
- table-header: दिनांक 01.08.2023 को अधिकतम आयु सीमा: [801, 1121, 912, 1150]
- table-header: Subjects at Post Graduate level: [649, 776, 998, 791]
- cell: 50: [729, 993, 773, 1008]
- subject-code: 105: [179, 412, 199, 424]
- subject-group-title: विषय समूह :–: [458, 760, 517, 773]
- cell: अनु०जाति / अनु०जनजाति (पुरुष): [651, 1211, 801, 1227]
- cell: 1440 / –रू०: [1441, 454, 1558, 482]
- cell: अनु०जनजाति (पुरुष / महिला): [651, 1227, 801, 1242]
- section-application-steps: 14. परीक्षा आवेदन–पत्र समिति के वेबसाईट पर भरने की विस्तृत विधि निम्नवत् है : (i) वेबसाईट bsebstet.com पर आवेदन की प्रक्रिया तीन चरण में पूर्ण होगी— (i) पंजीकरण, (ii) भुगतान करना, (iii) फॉर्म भरना। (ii) परीक्षा शुल्क का भुगतान करना :— Login करने के उपरांत Make Payment के Options खुल जाएगा। तत्पश्चात् Select Payment Gateway में से किसी एक Payment Gateway को Select कर भुगतान करना सुनिश्चित करेंगे। परीक्षा शुल्क का भुगतान Debit Card/Credit Card/Net Banking/ UPI के माध्यम से करेंगे। (iii) फॉर्म भरना : आवेदक के मोबाईल एवं ई–मेल पर उपलब्ध कराये गये आवेदन संख्या एवं पासवर्ड के सहयोग से पोर्टल के मुख्य पेज पर Login करने पर आवेदन–पत्र का पेज खुलेगा। (iv) अपलोड रंगीन फोटोग्राफ एवं हस्ताक्षर : अभ्यर्थी के फोटोग्राफ का स्कैन किया हुआ साइज 20 kb से 50 kb तक एवं आयाम 3.5cm × 4.5 cm होना चाहिए एवं हस्ताक्षर का स्कैन किया हुआ साइज 10kb से 30kb तक होना चाहिए।: [1045, 750, 1585, 868]
- cell: 1140 / –रू०: [1441, 482, 1558, 498]
- subject-code: 218: [620, 451, 640, 463]
- cell: 40 वर्ष: [801, 1196, 912, 1211]
- subject-name: 8. भोजपुरी: [91, 451, 133, 463]
- cell: 6: [1105, 343, 1172, 358]
- cell: सामान्य: [1172, 266, 1399, 282]
- list-item: क. पात्रता परीक्षा के प्रश्न बहुविकल्पीय होंगे।: [32, 187, 205, 201]
- subject-code: 201: [620, 231, 640, 243]
- section-27: 27. विज्ञप्ति के किसी भी बिन्दु पर विसंगति की स्थिति में समिति का निर्णय / आदेश मान्य होगा।: [1045, 1306, 1420, 1319]
- subject-code: 221: [620, 490, 640, 502]
- cell: महिला: [1172, 343, 1399, 358]
- cell: 2: [1105, 282, 1172, 297]
- row-group: ललित कला विषय: [36, 940, 87, 1009]
- row-subjects: कम्प्यूटर साइंस: [537, 574, 617, 642]
- subject-name: 5. बांग्ला: [540, 282, 574, 295]
- subject-code: 108: [179, 451, 199, 463]
- row-sn: 1.: [9, 358, 36, 596]
- row-sn: 3.: [459, 574, 485, 642]
- row-subjects: विशेष विद्यालय अध्यापक: [87, 1078, 176, 1160]
- table-row: [586, 1181, 912, 1196]
- cell: पिछड़ा वर्ग: [1172, 282, 1399, 297]
- subject-name: 7. फारसी: [91, 438, 128, 450]
- table-row: [499, 866, 998, 894]
- row-codes: [176, 358, 210, 596]
- row-sn: 2.: [459, 544, 485, 574]
- subject-code: 202: [620, 244, 640, 256]
- row-qualification: न्यूनतम 50 प्रतिशत अंकों के साथ किसी मान्यता प्राप्त विश्वविद्यालय अथवा मान्यता प्राप्त बोर्ड / संस्थान से संगीत विषय में स्नातकोत्तर उपाधि। संगीत एवं कला की मान्यता प्राप्त संस्था के संबंध में किसी प्रकार का विवाद उत्पन्न होने पर प्रशासी विभाग का निर्णय अंतिम होगा।: [210, 871, 451, 940]
- cell: 40% अंक: [1399, 343, 1526, 358]
